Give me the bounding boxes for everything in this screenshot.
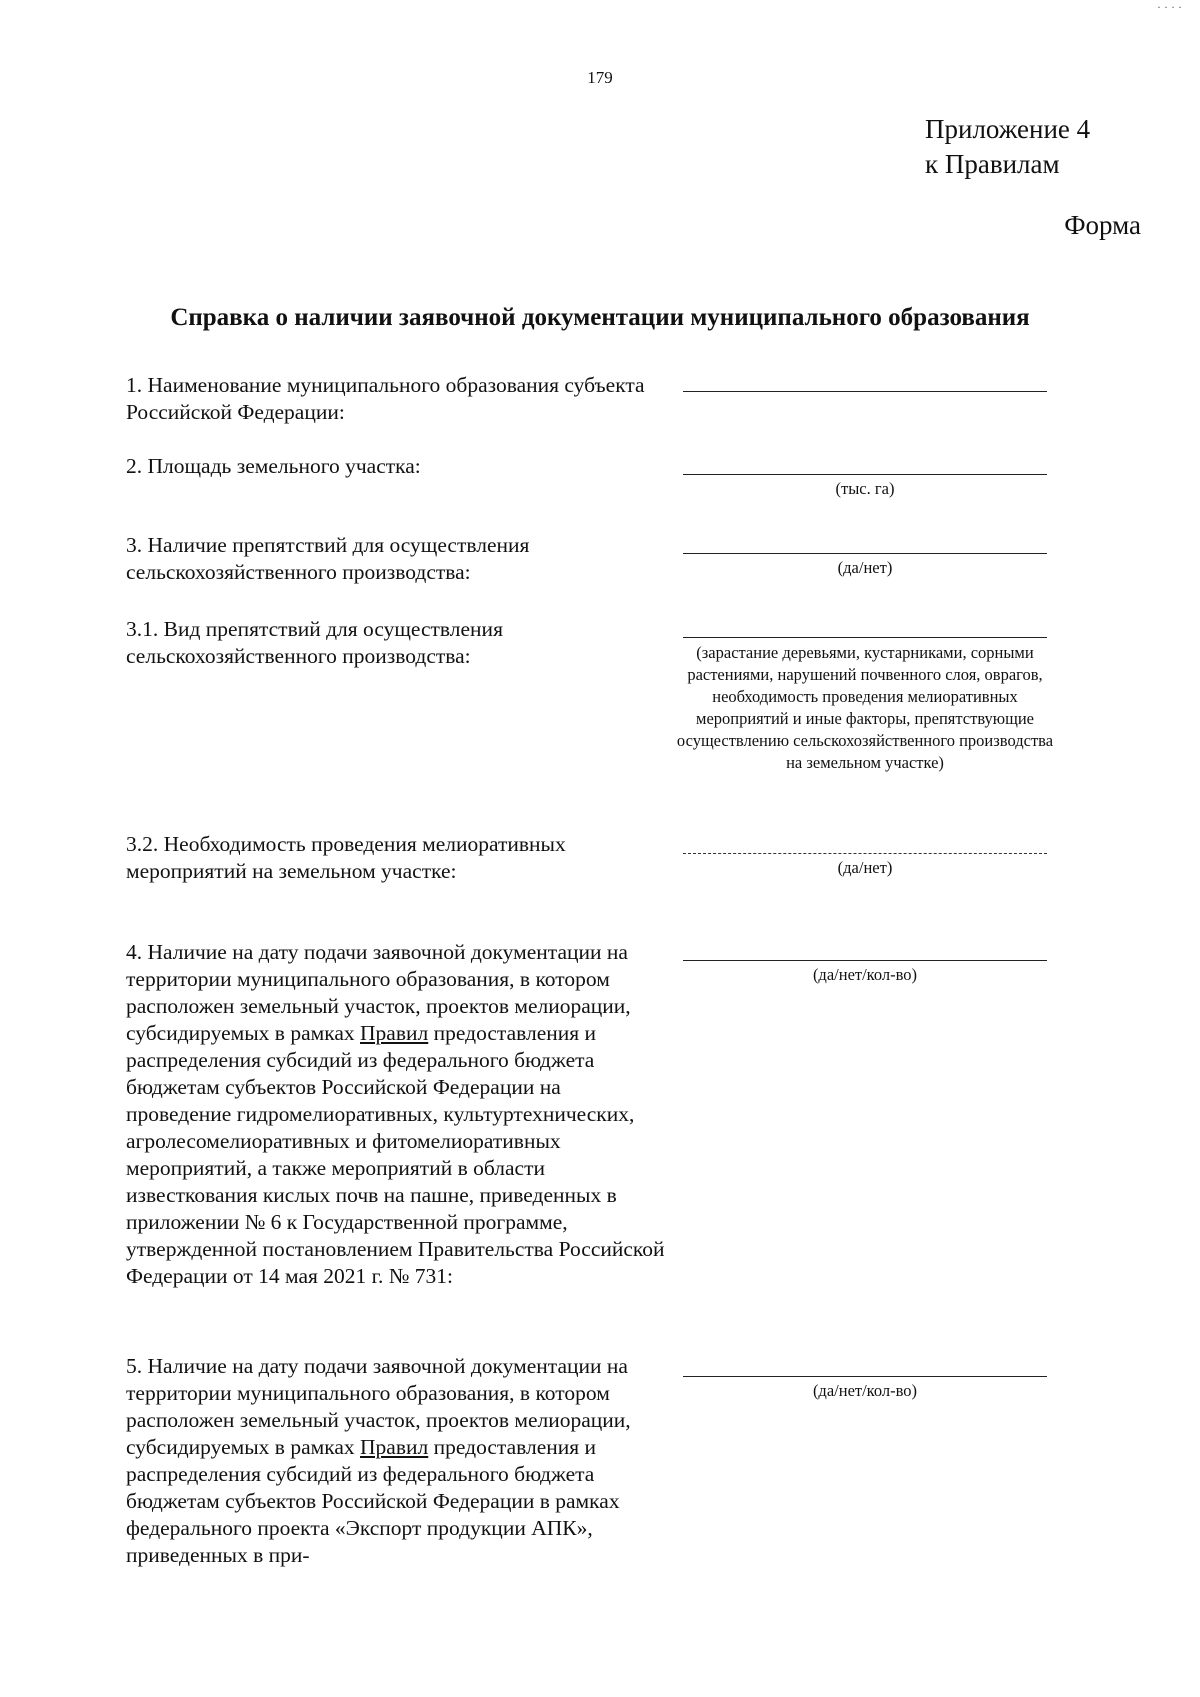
item-2-text: 2. Площадь земельного участка: bbox=[126, 454, 421, 478]
annex-line-1: Приложение 4 bbox=[925, 114, 1091, 144]
item-5-answer-line bbox=[683, 1376, 1047, 1377]
page-number: 179 bbox=[587, 68, 613, 87]
document-title: Справка о наличии заявочной документации муниципального образования bbox=[170, 304, 1030, 331]
item-5-rules-link[interactable]: Правил bbox=[360, 1435, 429, 1459]
annex-line-2: к Правилам bbox=[925, 149, 1060, 179]
item-5-caption: (да/нет/кол-во) bbox=[812, 1381, 918, 1400]
form-label: Форма bbox=[1064, 210, 1141, 240]
item-1-answer-line bbox=[683, 391, 1047, 392]
item-3-answer-line bbox=[683, 553, 1047, 554]
item-3-2-text: 3.2. Необходимость проведения мелиоративных мероприятий на земельном участке: bbox=[126, 832, 566, 883]
item-4-text-part-2: предоставления и распределения субсидий из федерального бюджета бюджетам субъектов Российской Федерации на проведение гидромелиоративных, культуртехнических, агролесомелиоративных и фитомелиоративных мероприятий, а также мероприятий в области известкования кислых почв на пашне, приведенных в приложении № 6 к Государственной программе, утвержденной постановлением Правительства Российской Федерации от 14 мая 2021 г. № 731: bbox=[126, 1021, 665, 1288]
item-5-text-part-2: предоставления и распределения субсидий из федерального бюджета бюджетам субъектов Российской Федерации в рамках федерального проекта «Экспорт продукции АПК», приведенных в при- bbox=[126, 1435, 620, 1567]
item-4-rules-link[interactable]: Правил bbox=[360, 1021, 429, 1045]
item-3-text: 3. Наличие препятствий для осуществления сельскохозяйственного производства: bbox=[126, 533, 530, 584]
item-4-answer-line bbox=[683, 960, 1047, 961]
item-3-caption: (да/нет) bbox=[837, 558, 893, 577]
item-4-caption: (да/нет/кол-во) bbox=[812, 965, 918, 984]
item-4-text bbox=[126, 939, 668, 1290]
item-2-caption: (тыс. га) bbox=[835, 479, 895, 498]
item-3-2-caption: (да/нет) bbox=[837, 858, 893, 877]
item-3-1-text: 3.1. Вид препятствий для осуществления сельскохозяйственного производства: bbox=[126, 617, 503, 668]
item-5-text bbox=[126, 1353, 668, 1569]
item-4-text-part-1: 4. Наличие на дату подачи заявочной документации на территории муниципального образования, в котором расположен земельный участок, проектов мелиорации, субсидируемых в рамках bbox=[126, 940, 631, 1045]
corner-scan-mark: · · · · bbox=[1157, 0, 1182, 14]
annex-block bbox=[925, 112, 1090, 182]
item-3-1-answer-line bbox=[683, 637, 1047, 638]
item-1-text: 1. Наименование муниципального образования субъекта Российской Федерации: bbox=[126, 373, 645, 424]
item-3-2-answer-line bbox=[683, 853, 1047, 854]
item-5-text-part-1: 5. Наличие на дату подачи заявочной документации на территории муниципального образования, в котором расположен земельный участок, проектов мелиорации, субсидируемых в рамках bbox=[126, 1354, 631, 1459]
item-2-answer-line bbox=[683, 474, 1047, 475]
item-3-1-caption: (зарастание деревьями, кустарниками, сорными растениями, нарушений почвенного слоя, оврагов, необходимость проведения мелиоративных мероприятий и иные факторы, препятствующие осуществлению сельскохозяйственного производства на земельном участке) bbox=[676, 643, 1054, 772]
